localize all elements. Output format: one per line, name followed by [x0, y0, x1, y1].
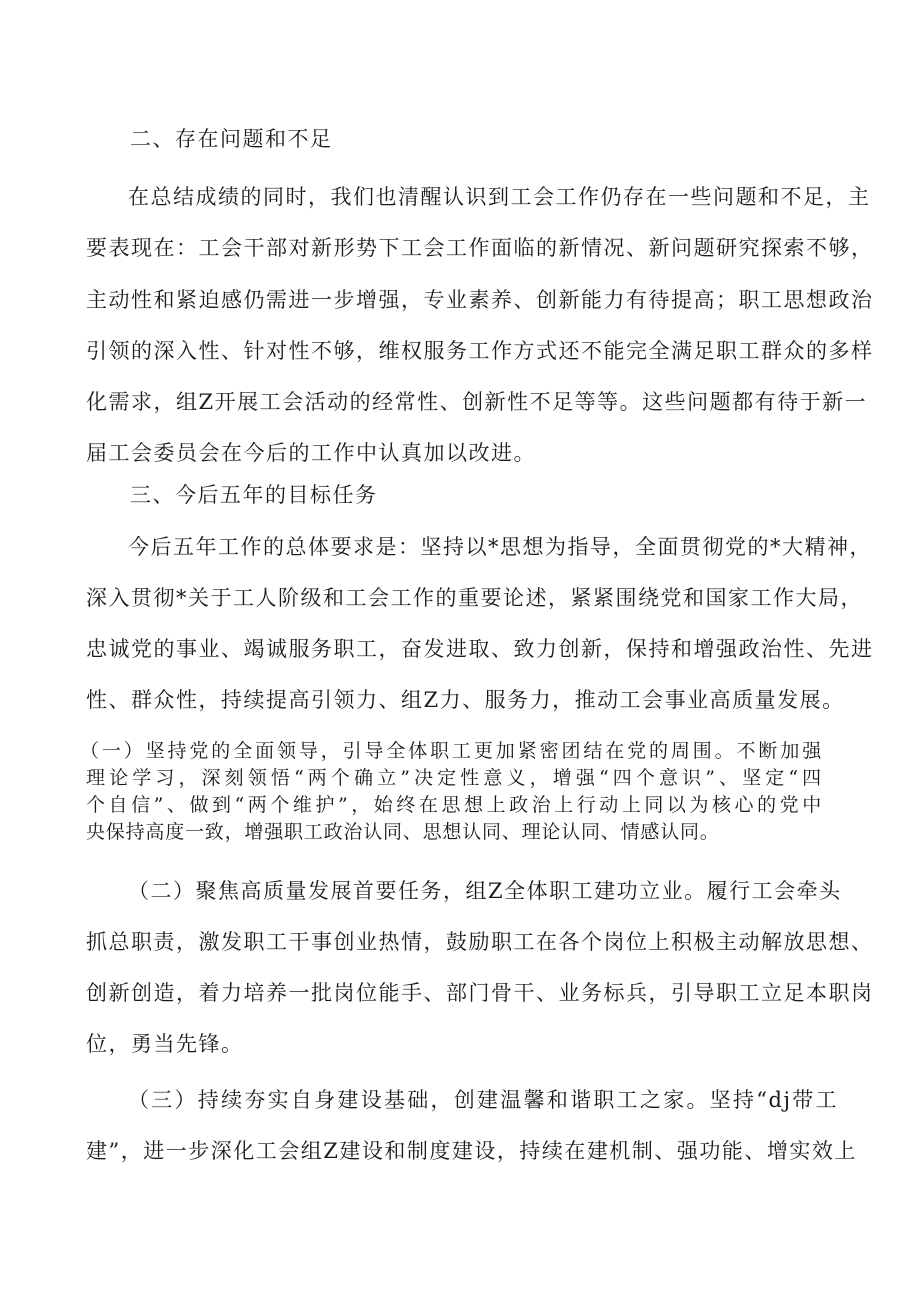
item3-line: 建”，进一步深化工会组Z建设和制度建设，持续在建机制、强功能、增实效上: [86, 1139, 857, 1163]
paragraph-line: 在总结成绩的同时，我们也清醒认识到工会工作仍存在一些问题和不足，主: [128, 185, 871, 209]
paragraph-line: 要表现在：工会干部对新形势下工会工作面临的新情况、新问题研究探索不够，: [86, 236, 874, 260]
item2-line: 位，勇当先锋。: [86, 1032, 244, 1056]
item2-line: （二）聚焦高质量发展首要任务，组Z全体职工建功立业。履行工会牵头: [128, 879, 842, 903]
item1-line: 央保持高度一致，增强职工政治认同、思想认同、理论认同、情感认同。: [86, 821, 720, 843]
paragraph-line: 化需求，组Z开展工会活动的经常性、创新性不足等等。这些问题都有待于新一: [86, 390, 868, 414]
paragraph-line: 忠诚党的事业、竭诚服务职工，奋发进取、致力创新，保持和增强政治性、先进: [86, 637, 874, 661]
section-heading-goals: 三、今后五年的目标任务: [130, 483, 378, 507]
paragraph-line: 今后五年工作的总体要求是：坚持以*思想为指导，全面贯彻党的*大精神，: [128, 535, 872, 559]
paragraph-line: 主动性和紧迫感仍需进一步增强，专业素养、创新能力有待提高；职工思想政治: [86, 288, 874, 312]
paragraph-line: 性、群众性，持续提高引领力、组Z力、服务力，推动工会事业高质量发展。: [86, 688, 845, 712]
paragraph-line: 深入贯彻*关于工人阶级和工会工作的重要论述，紧紧围绕党和国家工作大局，: [86, 586, 863, 610]
item2-line: 创新创造，着力培养一批岗位能手、部门骨干、业务标兵，引导职工立足本职岗: [86, 981, 874, 1005]
paragraph-line: 引领的深入性、针对性不够，维权服务工作方式还不能完全满足职工群众的多样: [86, 339, 874, 363]
paragraph-line: 届工会委员会在今后的工作中认真加以改进。: [86, 441, 536, 465]
item1-line: 理论学习，深刻领悟“两个确立”决定性意义，增强“四个意识”、坚定“四: [86, 767, 822, 789]
item3-line: （三）持续夯实自身建设基础，创建温馨和谐职工之家。坚持“dj带工: [128, 1088, 838, 1112]
section-heading-problems: 二、存在问题和不足: [130, 127, 333, 151]
item1-line: （一）坚持党的全面领导，引导全体职工更加紧密团结在党的周围。不断加强: [80, 740, 822, 762]
item2-line: 抓总职责，激发职工干事创业热情，鼓励职工在各个岗位上积极主动解放思想、: [86, 930, 874, 954]
item1-line: 个自信”、做到“两个维护”，始终在思想上政治上行动上同以为核心的党中: [86, 794, 822, 816]
